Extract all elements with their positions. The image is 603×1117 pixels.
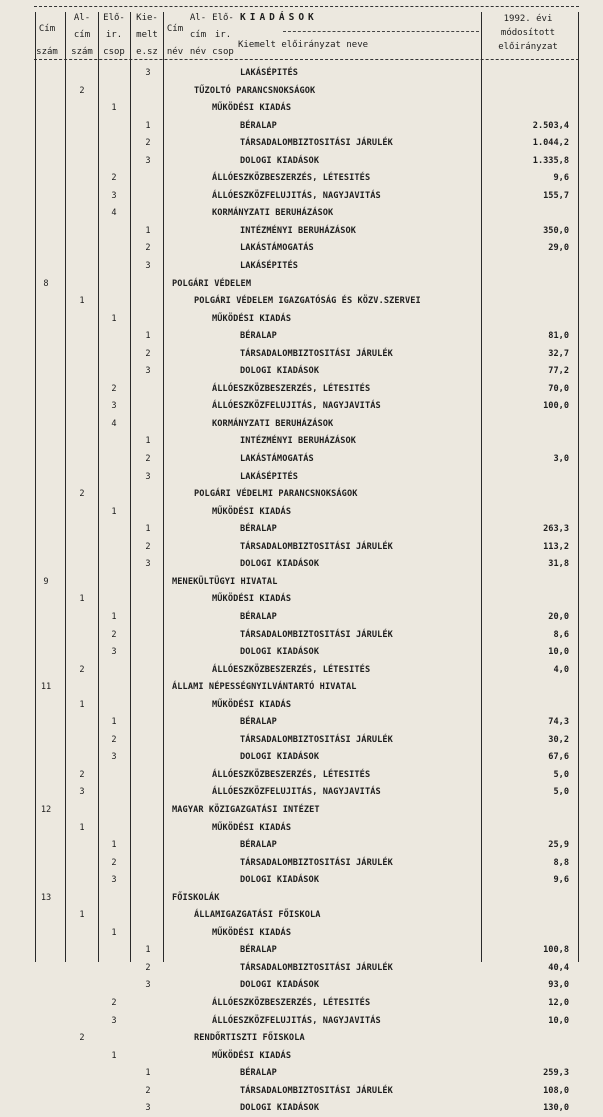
table-row	[0, 748, 603, 766]
item-name: POLGÁRI VÉDELEM IGAZGATÓSÁG ÉS KÖZV.SZERVEI	[194, 296, 421, 307]
table-row	[0, 362, 603, 380]
item-name: BÉRALAP	[240, 945, 277, 956]
item-number: 1	[145, 225, 151, 236]
amount-value: 32,7	[548, 348, 569, 359]
amount-value: 100,0	[543, 401, 569, 412]
header-dashed-rule	[283, 31, 479, 32]
table-row	[0, 555, 603, 573]
item-name: TÁRSADALOMBIZTOSITÁSI JÁRULÉK	[240, 962, 393, 973]
group-number: 1	[111, 313, 117, 324]
table-row	[0, 485, 603, 503]
group-number: 1	[111, 1050, 117, 1061]
table-row	[0, 678, 603, 696]
item-number: 2	[145, 1085, 151, 1096]
item-name: BÉRALAP	[240, 331, 277, 342]
item-name: MŰKÖDÉSI KIADÁS	[212, 103, 292, 114]
amount-value: 3,0	[553, 454, 569, 465]
table-row	[0, 924, 603, 942]
table-row	[0, 468, 603, 486]
item-name: TÁRSADALOMBIZTOSITÁSI JÁRULÉK	[240, 734, 393, 745]
table-row	[0, 310, 603, 328]
group-number: 2	[111, 734, 117, 745]
item-name: RENDŐRTISZTI FŐISKOLA	[194, 1033, 305, 1044]
table-row	[0, 1029, 603, 1047]
header-separator	[34, 59, 579, 60]
table-row	[0, 871, 603, 889]
item-name: ÁLLÓESZKÖZBESZERZÉS, LÉTESITÉS	[212, 383, 371, 394]
group-number: 1	[111, 103, 117, 114]
amount-value: 9,6	[553, 173, 569, 184]
amount-value: 5,0	[553, 787, 569, 798]
item-name: MŰKÖDÉSI KIADÁS	[212, 822, 292, 833]
item-name: TÁRSADALOMBIZTOSITÁSI JÁRULÉK	[240, 138, 393, 149]
header-col-alcim-nev: Al- cím név	[189, 13, 207, 57]
item-name: ÁLLÓESZKÖZBESZERZÉS, LÉTESITÉS	[212, 664, 371, 675]
header-col-alcim-szam: Al- cím szám	[71, 13, 93, 57]
group-number: 1	[111, 840, 117, 851]
item-name: BÉRALAP	[240, 611, 277, 622]
table-row	[0, 994, 603, 1012]
item-name: LAKÁSTÁMOGATÁS	[240, 454, 314, 465]
alcim-number: 2	[79, 489, 85, 500]
header-col-eloir-csop-nev: Elő- ir. csop	[212, 13, 234, 57]
item-name: TÁRSADALOMBIZTOSITÁSI JÁRULÉK	[240, 348, 393, 359]
amount-value: 74,3	[548, 717, 569, 728]
item-name: DOLOGI KIADÁSOK	[240, 155, 320, 166]
alcim-number: 2	[79, 664, 85, 675]
item-name: MŰKÖDÉSI KIADÁS	[212, 1050, 292, 1061]
item-name: ÁLLÓESZKÖZFELUJITÁS, NAGYJAVITÁS	[212, 1015, 381, 1026]
amount-value: 70,0	[548, 383, 569, 394]
table-row	[0, 626, 603, 644]
table-row	[0, 292, 603, 310]
item-number: 1	[145, 1068, 151, 1079]
table-row	[0, 590, 603, 608]
amount-value: 9,6	[553, 875, 569, 886]
amount-value: 29,0	[548, 243, 569, 254]
item-name: BÉRALAP	[240, 1068, 277, 1079]
item-number: 2	[145, 541, 151, 552]
header-col-cim-nev: Cím név	[166, 24, 184, 57]
table-row	[0, 222, 603, 240]
amount-value: 155,7	[543, 190, 569, 201]
amount-value: 77,2	[548, 366, 569, 377]
item-name: BÉRALAP	[240, 120, 277, 131]
item-name: LAKÁSÉPITÉS	[240, 471, 299, 482]
table-row	[0, 713, 603, 731]
table-row	[0, 503, 603, 521]
table-row	[0, 187, 603, 205]
table-row	[0, 889, 603, 907]
table-row	[0, 608, 603, 626]
item-name: BÉRALAP	[240, 717, 277, 728]
item-name: LAKÁSÉPITÉS	[240, 68, 299, 78]
table-row	[0, 643, 603, 661]
cim-number: 11	[40, 682, 52, 693]
table-row	[0, 380, 603, 398]
table-row	[0, 538, 603, 556]
amount-value: 81,0	[548, 331, 569, 342]
item-number: 3	[145, 1103, 151, 1114]
group-number: 3	[111, 1015, 117, 1026]
item-number: 2	[145, 243, 151, 254]
table-row	[0, 450, 603, 468]
group-number: 2	[111, 629, 117, 640]
amount-value: 93,0	[548, 980, 569, 991]
group-number: 1	[111, 717, 117, 728]
group-number: 3	[111, 752, 117, 763]
alcim-number: 2	[79, 769, 85, 780]
alcim-number: 1	[79, 594, 85, 605]
amount-value: 67,6	[548, 752, 569, 763]
table-row	[0, 1012, 603, 1030]
alcim-number: 1	[79, 296, 85, 307]
table-row	[0, 82, 603, 100]
alcim-number: 1	[79, 910, 85, 921]
group-number: 1	[111, 506, 117, 517]
header-col-kiemelt-esz: Kie- melt e.sz	[136, 13, 158, 57]
amount-value: 10,0	[548, 1015, 569, 1026]
item-name: TÁRSADALOMBIZTOSITÁSI JÁRULÉK	[240, 541, 393, 552]
item-name: LAKÁSTÁMOGATÁS	[240, 243, 314, 254]
alcim-number: 2	[79, 85, 85, 96]
table-row	[0, 1082, 603, 1100]
table-row	[0, 239, 603, 257]
table-row	[0, 99, 603, 117]
group-number: 4	[111, 418, 117, 429]
item-name: ÁLLÓESZKÖZFELUJITÁS, NAGYJAVITÁS	[212, 190, 381, 201]
header-col-eloir-csop: Elő- ir. csop	[103, 13, 125, 57]
item-name: MENEKÜLTÜGYI HIVATAL	[172, 576, 278, 587]
group-number: 2	[111, 857, 117, 868]
item-name: MŰKÖDÉSI KIADÁS	[212, 594, 292, 605]
item-number: 1	[145, 945, 151, 956]
item-name: POLGÁRI VÉDELMI PARANCSNOKSÁGOK	[194, 489, 358, 500]
header-col-cim-szam: Cím szám	[36, 24, 58, 57]
amount-value: 1.335,8	[532, 155, 569, 166]
item-name: ÁLLÓESZKÖZFELUJITÁS, NAGYJAVITÁS	[212, 787, 381, 798]
group-number: 2	[111, 383, 117, 394]
item-name: DOLOGI KIADÁSOK	[240, 752, 320, 763]
group-number: 2	[111, 997, 117, 1008]
item-name: DOLOGI KIADÁSOK	[240, 366, 320, 377]
amount-value: 25,9	[548, 840, 569, 851]
group-number: 3	[111, 647, 117, 658]
alcim-number: 2	[79, 1033, 85, 1044]
item-name: BÉRALAP	[240, 840, 277, 851]
item-name: BÉRALAP	[240, 524, 277, 535]
item-number: 2	[145, 962, 151, 973]
alcim-number: 3	[79, 787, 85, 798]
table-row	[0, 204, 603, 222]
table-row	[0, 696, 603, 714]
cim-number: 12	[40, 804, 52, 815]
amount-value: 8,8	[553, 857, 569, 868]
amount-value: 5,0	[553, 769, 569, 780]
amount-value: 108,0	[543, 1085, 569, 1096]
alcim-number: 1	[79, 822, 85, 833]
item-name: ÁLLÓESZKÖZFELUJITÁS, NAGYJAVITÁS	[212, 401, 381, 412]
table-row	[0, 520, 603, 538]
amount-value: 1.044,2	[532, 138, 569, 149]
item-name: TŰZOLTÓ PARANCSNOKSÁGOK	[194, 85, 316, 96]
item-name: DOLOGI KIADÁSOK	[240, 647, 320, 658]
item-name: INTÉZMÉNYI BERUHÁZÁSOK	[240, 436, 357, 447]
item-number: 3	[145, 471, 151, 482]
amount-value: 40,4	[548, 962, 569, 973]
item-name: DOLOGI KIADÁSOK	[240, 875, 320, 886]
amount-value: 259,3	[543, 1068, 569, 1079]
amount-value: 350,0	[543, 225, 569, 236]
table-row	[0, 819, 603, 837]
item-number: 3	[145, 261, 151, 272]
item-number: 1	[145, 436, 151, 447]
amount-value: 100,8	[543, 945, 569, 956]
top-dashed-rule	[34, 6, 579, 7]
amount-value: 12,0	[548, 997, 569, 1008]
item-name: ÁLLÓESZKÖZBESZERZÉS, LÉTESITÉS	[212, 173, 371, 184]
item-number: 3	[145, 68, 151, 78]
table-row	[0, 976, 603, 994]
table-row	[0, 959, 603, 977]
group-number: 3	[111, 190, 117, 201]
amount-value: 30,2	[548, 734, 569, 745]
table-row	[0, 134, 603, 152]
table-row	[0, 169, 603, 187]
item-name: ÁLLÓESZKÖZBESZERZÉS, LÉTESITÉS	[212, 997, 371, 1008]
item-number: 3	[145, 559, 151, 570]
item-name: POLGÁRI VÉDELEM	[172, 278, 252, 289]
group-number: 1	[111, 927, 117, 938]
table-row	[0, 731, 603, 749]
item-name: KORMÁNYZATI BERUHÁZÁSOK	[212, 418, 334, 429]
item-number: 2	[145, 138, 151, 149]
table-row	[0, 766, 603, 784]
table-row	[0, 573, 603, 591]
item-name: ÁLLAMI NÉPESSÉGNYILVÁNTARTÓ HIVATAL	[172, 682, 357, 693]
item-name: MŰKÖDÉSI KIADÁS	[212, 699, 292, 710]
item-name: DOLOGI KIADÁSOK	[240, 559, 320, 570]
amount-value: 130,0	[543, 1103, 569, 1114]
cim-number: 13	[40, 892, 52, 903]
table-row	[0, 906, 603, 924]
item-name: INTÉZMÉNYI BERUHÁZÁSOK	[240, 225, 357, 236]
item-name: ÁLLAMIGAZGATÁSI FŐISKOLA	[194, 910, 321, 921]
amount-value: 263,3	[543, 524, 569, 535]
budget-rows	[0, 64, 603, 1117]
table-row	[0, 345, 603, 363]
table-row	[0, 854, 603, 872]
table-row	[0, 783, 603, 801]
table-row	[0, 275, 603, 293]
table-row	[0, 1047, 603, 1065]
table-row	[0, 661, 603, 679]
group-number: 2	[111, 173, 117, 184]
item-number: 1	[145, 331, 151, 342]
group-number: 1	[111, 611, 117, 622]
amount-value: 31,8	[548, 559, 569, 570]
item-name: MŰKÖDÉSI KIADÁS	[212, 313, 292, 324]
item-name: MAGYAR KÖZIGAZGATÁSI INTÉZET	[172, 804, 320, 815]
amount-value: 4,0	[553, 664, 569, 675]
item-name: MŰKÖDÉSI KIADÁS	[212, 927, 292, 938]
table-row	[0, 64, 603, 82]
table-row	[0, 941, 603, 959]
cim-number: 9	[43, 576, 49, 587]
table-row	[0, 397, 603, 415]
table-row	[0, 1064, 603, 1082]
amount-value: 2.503,4	[532, 120, 569, 131]
amount-value: 8,6	[553, 629, 569, 640]
table-row	[0, 152, 603, 170]
item-name: ÁLLÓESZKÖZBESZERZÉS, LÉTESITÉS	[212, 769, 371, 780]
table-row	[0, 117, 603, 135]
item-name: MŰKÖDÉSI KIADÁS	[212, 506, 292, 517]
amount-value: 113,2	[543, 541, 569, 552]
table-row	[0, 432, 603, 450]
table-row	[0, 257, 603, 275]
item-number: 1	[145, 524, 151, 535]
alcim-number: 1	[79, 699, 85, 710]
item-number: 3	[145, 366, 151, 377]
item-number: 2	[145, 348, 151, 359]
item-name: FŐISKOLÁK	[172, 892, 220, 903]
header-amount-column: 1992. évi módosított előirányzat	[498, 14, 558, 52]
table-row	[0, 415, 603, 433]
table-row	[0, 327, 603, 345]
group-number: 3	[111, 875, 117, 886]
item-name: TÁRSADALOMBIZTOSITÁSI JÁRULÉK	[240, 629, 393, 640]
item-number: 1	[145, 120, 151, 131]
header-title: KIADÁSOK	[240, 12, 318, 23]
amount-value: 20,0	[548, 611, 569, 622]
item-name: TÁRSADALOMBIZTOSITÁSI JÁRULÉK	[240, 857, 393, 868]
item-name: DOLOGI KIADÁSOK	[240, 1103, 320, 1114]
header-name-column: Kiemelt előirányzat neve	[238, 40, 369, 50]
cim-number: 8	[43, 278, 49, 289]
group-number: 3	[111, 401, 117, 412]
item-number: 3	[145, 155, 151, 166]
group-number: 4	[111, 208, 117, 219]
amount-value: 10,0	[548, 647, 569, 658]
table-row	[0, 836, 603, 854]
item-number: 2	[145, 454, 151, 465]
item-name: KORMÁNYZATI BERUHÁZÁSOK	[212, 208, 334, 219]
table-row	[0, 1099, 603, 1117]
table-row	[0, 801, 603, 819]
item-number: 3	[145, 980, 151, 991]
item-name: TÁRSADALOMBIZTOSITÁSI JÁRULÉK	[240, 1085, 393, 1096]
item-name: LAKÁSÉPITÉS	[240, 261, 299, 272]
item-name: DOLOGI KIADÁSOK	[240, 980, 320, 991]
